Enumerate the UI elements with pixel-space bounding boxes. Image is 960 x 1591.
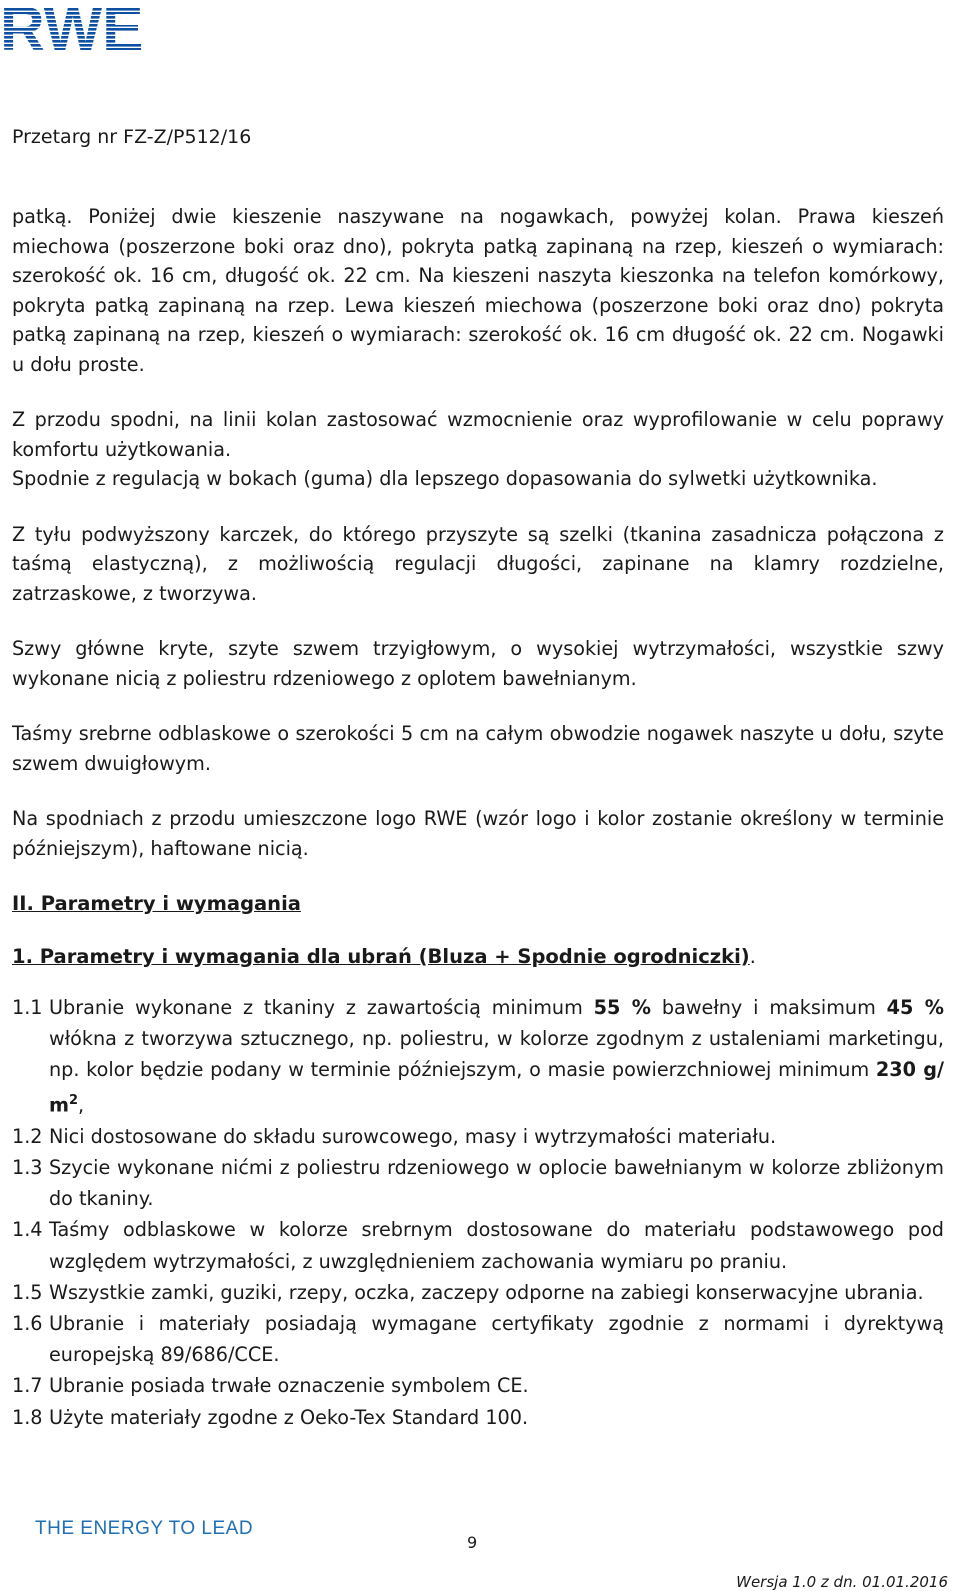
logo-text: RWE (0, 0, 144, 64)
rwe-logo (0, 0, 175, 72)
list-item (12, 1121, 944, 1152)
list-item (12, 1277, 944, 1308)
paragraph-logo: Na spodniach z przodu umieszczone logo RWE (wzór logo i kolor zostanie określony w terminie późniejszym), haftowane nicią. (12, 807, 944, 860)
list-item (12, 1308, 944, 1370)
item-number: 1.7 (12, 1374, 43, 1398)
item-text: Taśmy odblaskowe w kolorze srebrnym dostosowane do materiału podstawowego pod względem wytrzymałości, z uwzględnieniem zachowania wymiaru po praniu. (49, 1218, 944, 1273)
list-item (12, 1402, 944, 1433)
item-text: Ubranie posiada trwałe oznaczenie symbolem CE. (49, 1374, 529, 1398)
item-number: 1.8 (12, 1405, 43, 1429)
paragraph-pockets: patką. Poniżej dwie kieszenie naszywane na nogawkach, powyżej kolan. Prawa kieszeń miechowa (poszerzone boki oraz dno), pokryta patką zapinaną na rzep, kieszeń o wymiarach: szerokość ok. 16 cm, długość ok. 22 cm. Na kieszeni naszyta kieszonka na telefon komórkowy, pokryta patką zapinaną na rzep. Lewa kieszeń miechowa (poszerzone boki oraz dno) pokryta patką zapinaną na rzep, kieszeń o wymiarach: szerokość ok. 16 cm długość ok. 22 cm. Nogawki u dołu proste. (12, 205, 944, 376)
paragraph-side-adjustment: Spodnie z regulacją w bokach (guma) dla lepszego dopasowania do sylwetki użytkownika. (12, 467, 878, 490)
item-number: 1.1 (12, 995, 43, 1019)
document-body (12, 202, 944, 1433)
item-number: 1.3 (12, 1155, 43, 1179)
item-number: 1.6 (12, 1311, 43, 1335)
paragraph-knee-reinforcement: Z przodu spodni, na linii kolan zastosować wzmocnienie oraz wyprofilowanie w celu poprawy komfortu użytkowania. (12, 408, 944, 461)
subsection-heading-line: 1. Parametry i wymagania dla ubrań (Bluza + Spodnie ogrodniczki). (12, 945, 756, 968)
item-text: Ubranie i materiały posiadają wymagane certyfikaty zgodnie z normami i dyrektywą europejską 89/686/CCE. (49, 1311, 944, 1367)
tender-number: Przetarg nr FZ-Z/P512/16 (12, 126, 252, 148)
document-version: Wersja 1.0 z dn. 01.01.2016 (736, 1573, 948, 1591)
list-item (12, 1214, 944, 1276)
list-item (12, 1152, 944, 1214)
item-number: 1.4 (12, 1218, 43, 1242)
item-text: Wszystkie zamki, guziki, rzepy, oczka, zaczepy odporne na zabiegi konserwacyjne ubrania. (49, 1280, 924, 1304)
footer-slogan: THE ENERGY TO LEAD (35, 1518, 254, 1539)
item-text: Szycie wykonane nićmi z poliestru rdzeniowego w oplocie bawełnianym w kolorze zbliżonym do tkaniny. (49, 1155, 944, 1211)
subsection-heading: 1. Parametry i wymagania dla ubrań (Bluza + Spodnie ogrodniczki) (12, 945, 750, 968)
item-text: Użyte materiały zgodne z Oeko-Tex Standard 100. (49, 1405, 529, 1429)
paragraph-reflective-tapes: Taśmy srebrne odblaskowe o szerokości 5 cm na całym obwodzie nogawek naszyte u dołu, szyte szwem dwuigłowym. (12, 722, 944, 775)
item-text: Nici dostosowane do składu surowcowego, masy i wytrzymałości materiału. (49, 1124, 777, 1148)
list-item (12, 1370, 944, 1401)
section-heading: II. Parametry i wymagania (12, 892, 301, 915)
page-number: 9 (467, 1533, 478, 1552)
paragraph-back-straps: Z tyłu podwyższony karczek, do którego przyszyte są szelki (tkanina zasadnicza połączona z taśmą elastyczną), z możliwością regulacji długości, zapinane na klamry rozdzielne, zatrzaskowe, z tworzywa. (12, 522, 944, 605)
item-number: 1.5 (12, 1280, 43, 1304)
list-item: 1.1 Ubranie wykonane z tkaniny z zawartością minimum 55 % bawełny i maksimum 45 % włókna z tworzywa sztucznego, np. poliestru, w kolorze zgodnym z ustaleniami marketingu, np. kolor będzie podany w terminie późniejszym, o masie powierzchniowej minimum 230 g/ $m^2$, (12, 992, 944, 1121)
paragraph-seams: Szwy główne kryte, szyte szwem trzyigłowym, o wysokiej wytrzymałości, wszystkie szwy wykonane nicią z poliestru rdzeniowego z oplotem bawełnianym. (12, 637, 944, 690)
requirements-list (12, 992, 944, 1433)
item-number: 1.2 (12, 1124, 43, 1148)
